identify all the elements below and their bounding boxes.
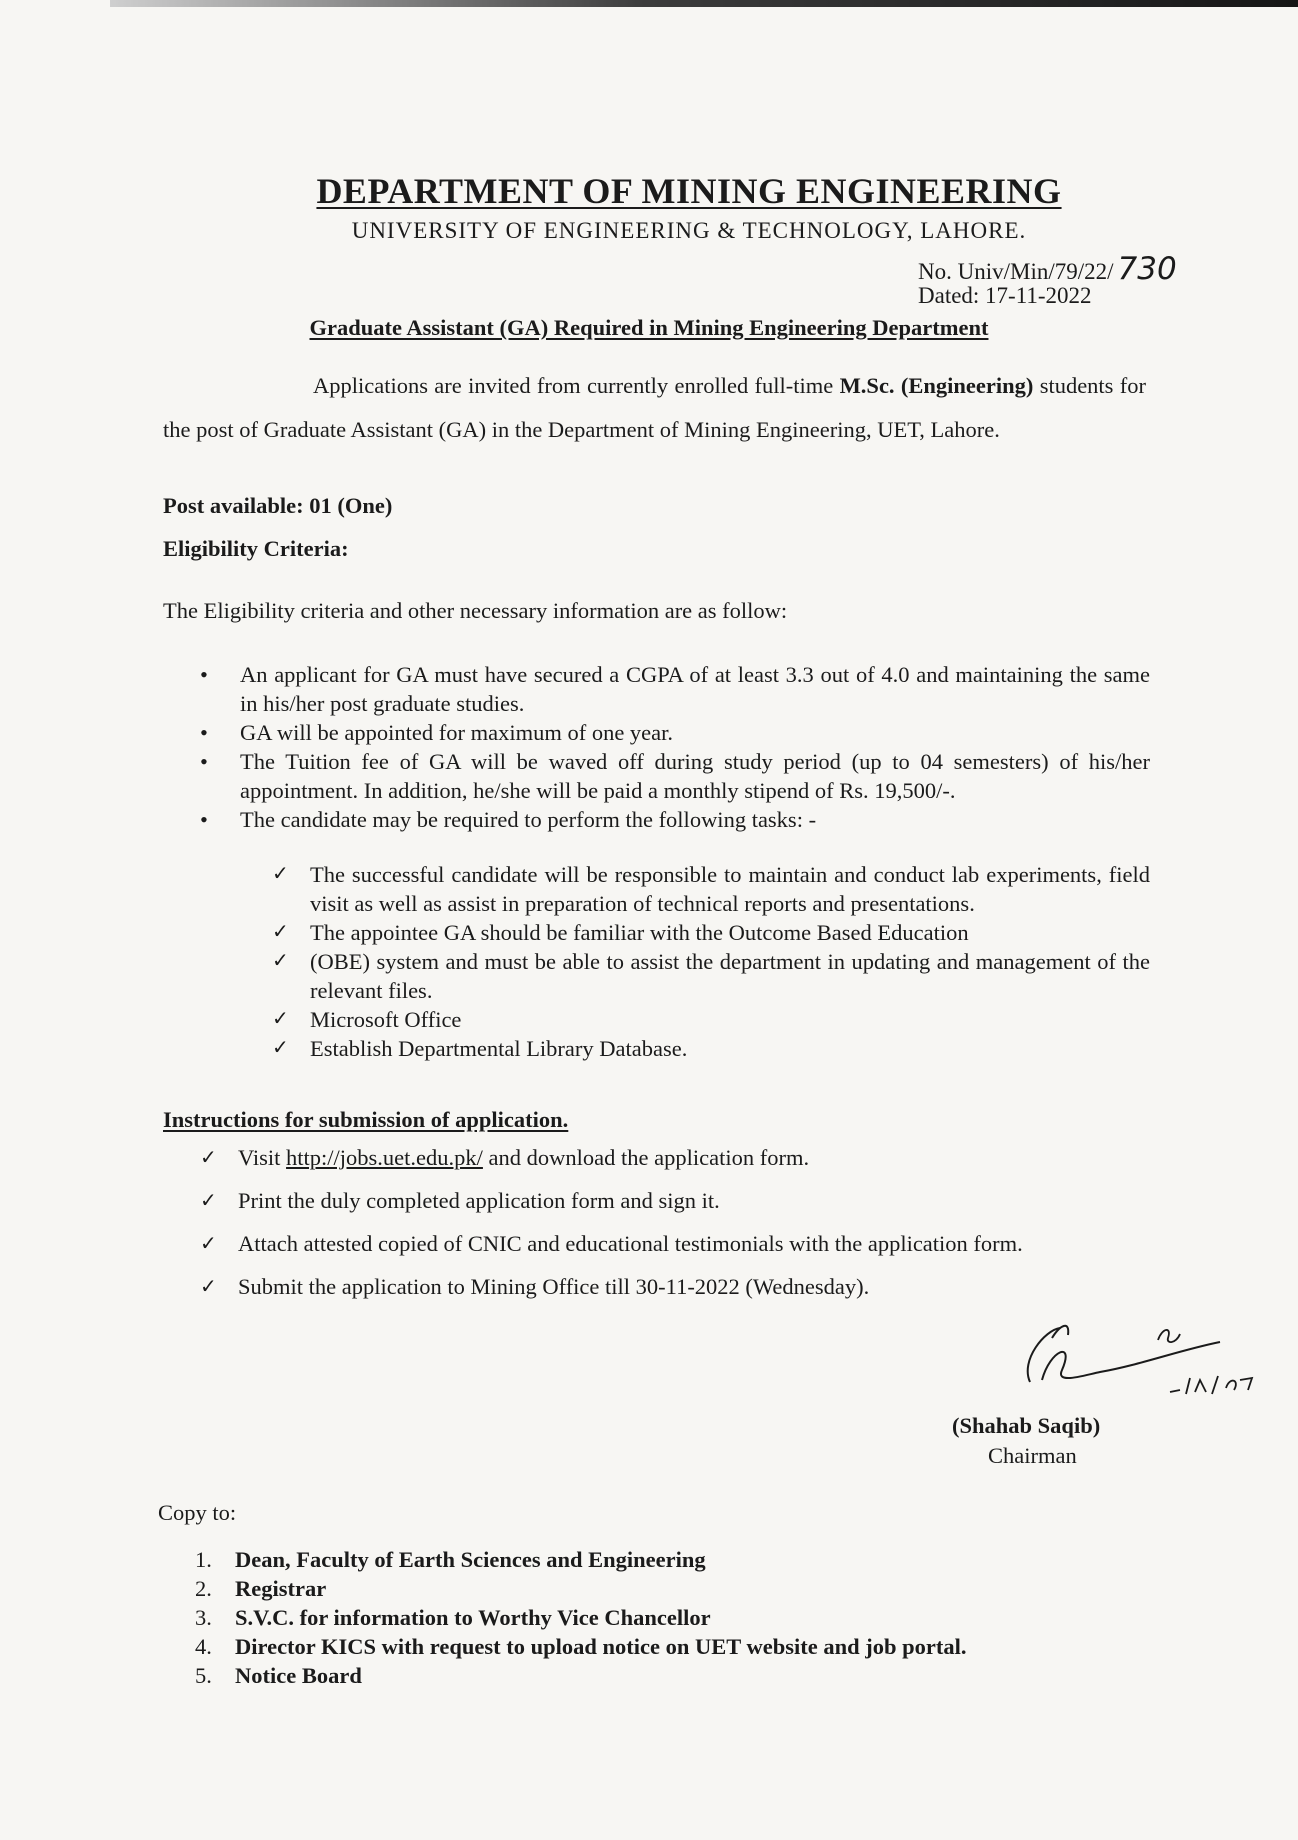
university-name: UNIVERSITY OF ENGINEERING & TECHNOLOGY, LAHORE. — [351, 218, 1027, 243]
copy-to-item: 4. Director KICS with request to upload notice on UET website and job portal. — [195, 1634, 967, 1659]
tasks-list — [272, 860, 1150, 1063]
task-item: ✓ (OBE) system and must be able to assist the department in updating and management of the relevant files. — [272, 947, 1150, 1005]
instructions-list — [200, 1145, 1200, 1317]
signatory-title: Chairman — [988, 1443, 1077, 1468]
task-item: ✓ The successful candidate will be responsible to maintain and conduct lab experiments, field visit as well as assist in preparation of technical reports and presentations. — [272, 860, 1150, 918]
instruction-item: ✓ Submit the application to Mining Office till 30-11-2022 (Wednesday). — [200, 1274, 1200, 1317]
scan-edge — [110, 0, 1298, 7]
degree-name: M.Sc. (Engineering) — [839, 373, 1034, 398]
department-title: DEPARTMENT OF MINING ENGINEERING — [316, 171, 1062, 211]
signatory-name: (Shahab Saqib) — [952, 1413, 1101, 1438]
criteria-item: • The Tuition fee of GA will be waved off during study period (up to 04 semesters) of his/her appointment. In addition, he/she will be paid a monthly stipend of Rs. 19,500/-. — [200, 747, 1150, 805]
jobs-portal-link[interactable]: http://jobs.uet.edu.pk/ — [286, 1145, 483, 1170]
criteria-item: • An applicant for GA must have secured a CGPA of at least 3.3 out of 4.0 and maintaining the same in his/her post graduate studies. — [200, 660, 1150, 718]
eligibility-intro: The Eligibility criteria and other necessary information are as follow: — [163, 598, 788, 623]
copy-to-item: 5. Notice Board — [195, 1663, 362, 1688]
notice-subject: Graduate Assistant (GA) Required in Mining Engineering Department — [309, 315, 989, 340]
instruction-item: ✓ Print the duly completed application form and sign it. — [200, 1188, 1200, 1231]
criteria-item: • The candidate may be required to perform the following tasks: - ✓ The successful candidate will be responsible to maintain and conduct lab experiments, field visit as well as assist in preparation of technical reports and presentations. ✓ The appointee GA should be familiar with the Outcome Based Education ✓ (OBE) system and must be able to assist the department in updating and management of the relevant files. ✓ Microsoft Office ✓ Establish Departmental Library Database. — [200, 805, 1150, 1063]
handwritten-ref-number: 730 — [1117, 251, 1177, 287]
task-item: ✓ Establish Departmental Library Database. — [272, 1034, 1150, 1063]
copy-to-item: 2. Registrar — [195, 1576, 327, 1601]
post-available: Post available: 01 (One) — [163, 493, 393, 518]
copy-to-list — [195, 1545, 967, 1690]
copy-to-heading: Copy to: — [158, 1500, 237, 1525]
task-item: ✓ Microsoft Office — [272, 1005, 1150, 1034]
eligibility-heading: Eligibility Criteria: — [163, 536, 349, 561]
criteria-list — [200, 660, 1150, 1063]
signature-icon — [990, 1320, 1290, 1400]
date-line: Dated: 17-11-2022 — [918, 283, 1092, 308]
reference-number: No. Univ/Min/79/22/ 730 — [918, 251, 1177, 287]
instructions-heading: Instructions for submission of application. — [163, 1107, 569, 1132]
instruction-item: ✓ Visit http://jobs.uet.edu.pk/ and download the application form. — [200, 1145, 1200, 1188]
copy-to-item: 3. S.V.C. for information to Worthy Vice Chancellor — [195, 1605, 711, 1630]
criteria-item: • GA will be appointed for maximum of one year. — [200, 718, 1150, 747]
copy-to-item: 1. Dean, Faculty of Earth Sciences and Engineering — [195, 1547, 706, 1572]
intro-paragraph: Applications are invited from currently enrolled full-time M.Sc. (Engineering) students for the post of Graduate Assistant (GA) in the Department of Mining Engineering, UET, Lahore. — [163, 373, 1146, 442]
instruction-item: ✓ Attach attested copied of CNIC and educational testimonials with the application form. — [200, 1231, 1200, 1274]
task-item: ✓ The appointee GA should be familiar with the Outcome Based Education — [272, 918, 1150, 947]
